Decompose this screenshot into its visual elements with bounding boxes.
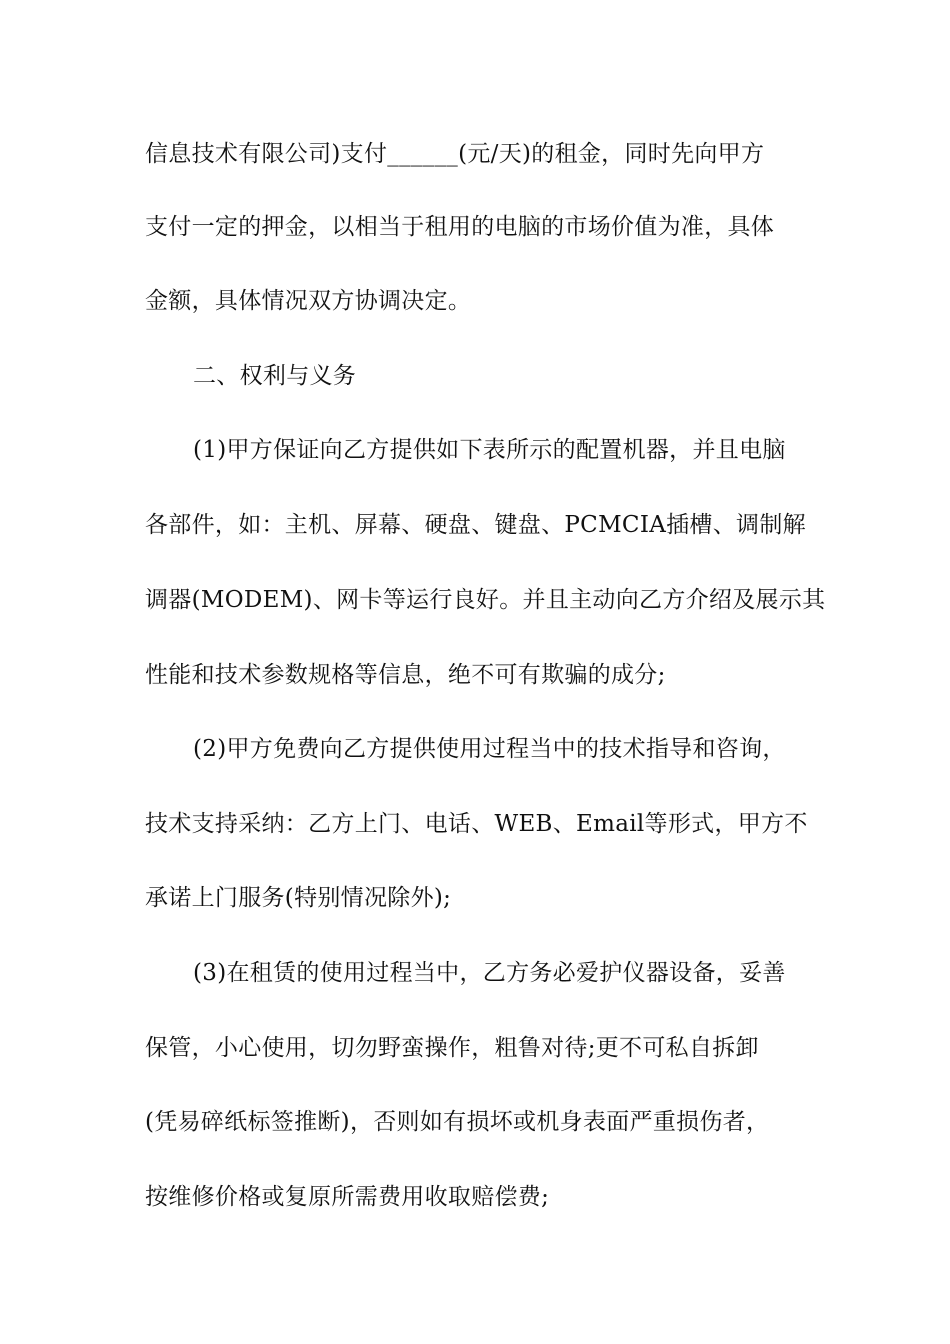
body-line: 调器(MODEM)、网卡等运行良好。并且主动向乙方介绍及展示其 [145, 587, 826, 613]
body-line: 保管，小心使用，切勿野蛮操作，粗鲁对待;更不可私自拆卸 [145, 1035, 759, 1061]
body-line: (3)在租赁的使用过程当中，乙方务必爱护仪器设备，妥善 [193, 960, 786, 986]
body-line: (凭易碎纸标签推断)，否则如有损坏或机身表面严重损伤者， [145, 1109, 770, 1135]
body-line: 承诺上门服务(特别情况除外); [145, 885, 452, 911]
body-line: 支付一定的押金，以相当于租用的电脑的市场价值为准，具体 [145, 214, 775, 240]
body-line: 按维修价格或复原所需费用收取赔偿费; [145, 1184, 550, 1210]
body-line: 各部件，如：主机、屏幕、硬盘、键盘、PCMCIA插槽、调制解 [145, 512, 806, 538]
body-line: (2)甲方免费向乙方提供使用过程当中的技术指导和咨询， [193, 736, 786, 762]
body-line: (1)甲方保证向乙方提供如下表所示的配置机器，并且电脑 [193, 437, 786, 463]
body-line: 技术支持采纳：乙方上门、电话、WEB、Email等形式，甲方不 [145, 811, 808, 837]
section-heading: 二、权利与义务 [193, 363, 357, 389]
body-line: 性能和技术参数规格等信息，绝不可有欺骗的成分; [145, 662, 666, 688]
body-line: 信息技术有限公司)支付______(元/天)的租金，同时先向甲方 [145, 141, 765, 167]
body-line: 金额，具体情况双方协调决定。 [145, 288, 472, 314]
